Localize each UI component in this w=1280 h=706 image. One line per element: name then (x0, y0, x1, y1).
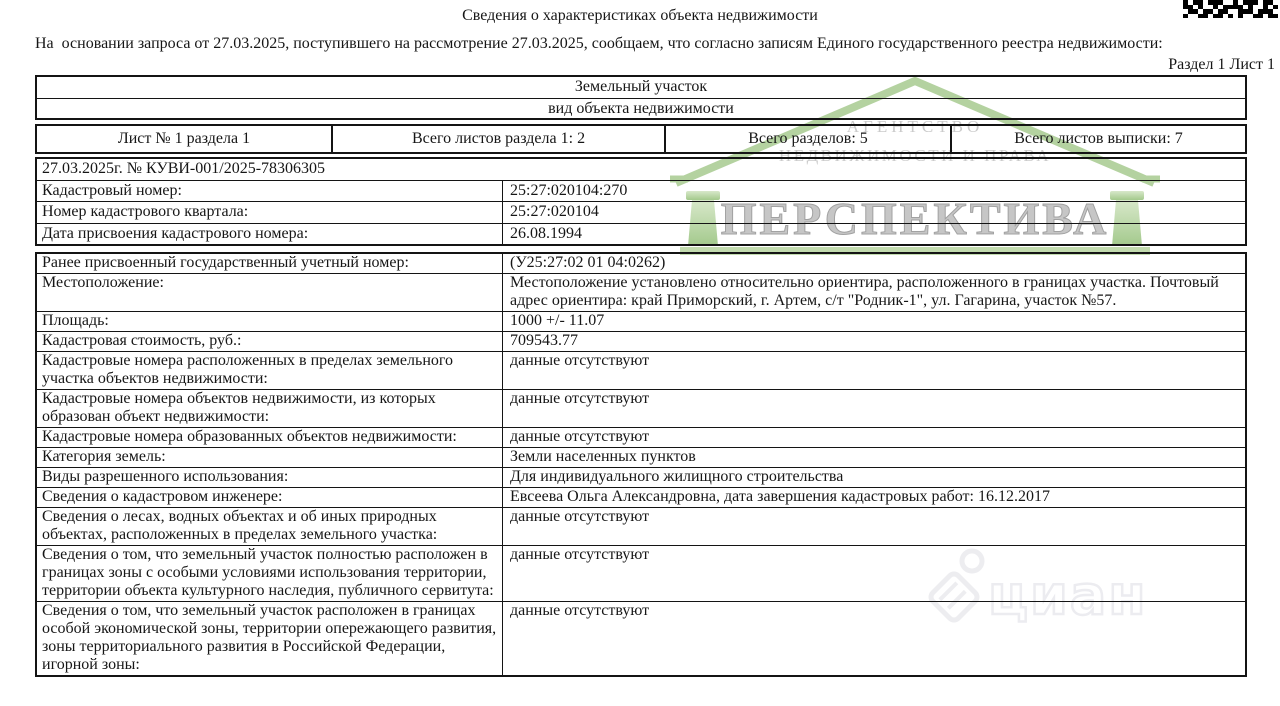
section-sheets-cell: Всего листов раздела 1: 2 (331, 126, 664, 152)
section-sheet-label: Раздел 1 Лист 1 (1168, 56, 1275, 73)
intro-paragraph: На основании запроса от 27.03.2025, поступившего на рассмотрение 27.03.2025, сообщаем, что согласно записям Единого государственного реестра недвижимости: (35, 35, 1163, 52)
row-label: Местоположение: (42, 274, 164, 291)
details-table (35, 252, 1247, 677)
row-label: Виды разрешенного использования: (42, 468, 289, 485)
row-value: Для индивидуального жилищного строительства (502, 468, 1245, 487)
table-row (37, 545, 1245, 601)
table-row (37, 273, 1245, 311)
table-row (37, 351, 1245, 389)
row-label: Кадастровые номера образованных объектов недвижимости: (42, 428, 457, 445)
row-value: 25:27:020104:270 (502, 181, 1245, 202)
row-label: Номер кадастрового квартала: (42, 203, 249, 220)
table-row (37, 311, 1245, 331)
table-row (37, 223, 1245, 245)
row-value: 26.08.1994 (502, 224, 1245, 245)
row-value: 1000 +/- 11.07 (502, 312, 1245, 331)
row-label: Категория земель: (42, 448, 166, 465)
row-label: Сведения о том, что земельный участок расположен в границах особой экономической зоны, территории опережающего развития, зоны территориального развития в Российской Федерации, игорной зоны: (42, 602, 497, 673)
document-number: 27.03.2025г. № КУВИ-001/2025-78306305 (42, 160, 326, 177)
row-value: данные отсутствуют (502, 352, 1245, 389)
row-label: Дата присвоения кадастрового номера: (42, 224, 309, 242)
row-value: 709543.77 (502, 332, 1245, 351)
row-value: данные отсутствуют (502, 428, 1245, 447)
table-row (37, 467, 1245, 487)
row-value: данные отсутствуют (502, 546, 1245, 601)
sheet-number-cell: Лист № 1 раздела 1 (117, 130, 251, 147)
row-label: Сведения о лесах, водных объектах и об иных природных объектах, расположенных в пределах земельного участка: (42, 508, 438, 543)
row-label: Площадь: (42, 312, 109, 329)
table-row (37, 201, 1245, 223)
table-row (37, 507, 1245, 545)
table-row (37, 254, 1245, 273)
sheet-info-table (35, 124, 1247, 154)
object-type-table (35, 75, 1247, 120)
cadastral-table (35, 157, 1247, 246)
row-label: Кадастровая стоимость, руб.: (42, 332, 242, 349)
row-value: Земли населенных пунктов (502, 448, 1245, 467)
row-label: Ранее присвоенный государственный учетный номер: (42, 254, 409, 271)
row-label: Кадастровые номера расположенных в пределах земельного участка объектов недвижимости: (42, 352, 454, 387)
table-row (37, 601, 1245, 675)
qr-code (1183, 0, 1278, 18)
row-label: Кадастровый номер: (42, 181, 182, 199)
object-type-value: Земельный участок (574, 78, 708, 95)
total-sections-cell: Всего разделов: 5 (664, 126, 950, 152)
page-title: Сведения о характеристиках объекта недвижимости (462, 7, 818, 24)
row-value: Евсеева Ольга Александровна, дата завершения кадастровых работ: 16.12.2017 (502, 488, 1245, 507)
agency-watermark-line2: НЕДВИЖИМОСТИ И ПРАВА (778, 146, 1052, 165)
agency-watermark-line1: АГЕНТСТВО (846, 117, 984, 136)
table-row (37, 126, 1245, 152)
row-value: данные отсутствуют (502, 390, 1245, 427)
row-value: Местоположение установлено относительно ориентира, расположенного в границах участка. Почтовый адрес ориентира: край Приморский, г. Артем, с/т "Родник-1", ул. Гагарина, участок №57. (502, 274, 1245, 311)
total-sheets-cell: Всего листов выписки: 7 (950, 126, 1245, 152)
table-row (37, 427, 1245, 447)
row-value: (У25:27:02 01 04:0262) (502, 254, 1245, 273)
row-value: данные отсутствуют (502, 602, 1245, 675)
table-row (37, 159, 1245, 180)
cian-watermark-text: циан (988, 564, 1148, 627)
table-row (37, 180, 1245, 202)
table-row (37, 389, 1245, 427)
row-label: Сведения о кадастровом инженере: (42, 488, 283, 505)
table-row (37, 447, 1245, 467)
row-value: 25:27:020104 (502, 202, 1245, 223)
object-type-caption: вид объекта недвижимости (37, 98, 1245, 119)
agency-watermark-name: ПЕРСПЕКТИВА (720, 193, 1110, 244)
row-value: данные отсутствуют (502, 508, 1245, 545)
row-label: Кадастровые номера объектов недвижимости, из которых образован объект недвижимости: (42, 390, 436, 425)
row-label: Сведения о том, что земельный участок полностью расположен в границах зоны с особыми условиями использования территории, территории объекта культурного наследия, публичного сервитута: (42, 546, 494, 599)
table-row (37, 487, 1245, 507)
table-row (37, 331, 1245, 351)
